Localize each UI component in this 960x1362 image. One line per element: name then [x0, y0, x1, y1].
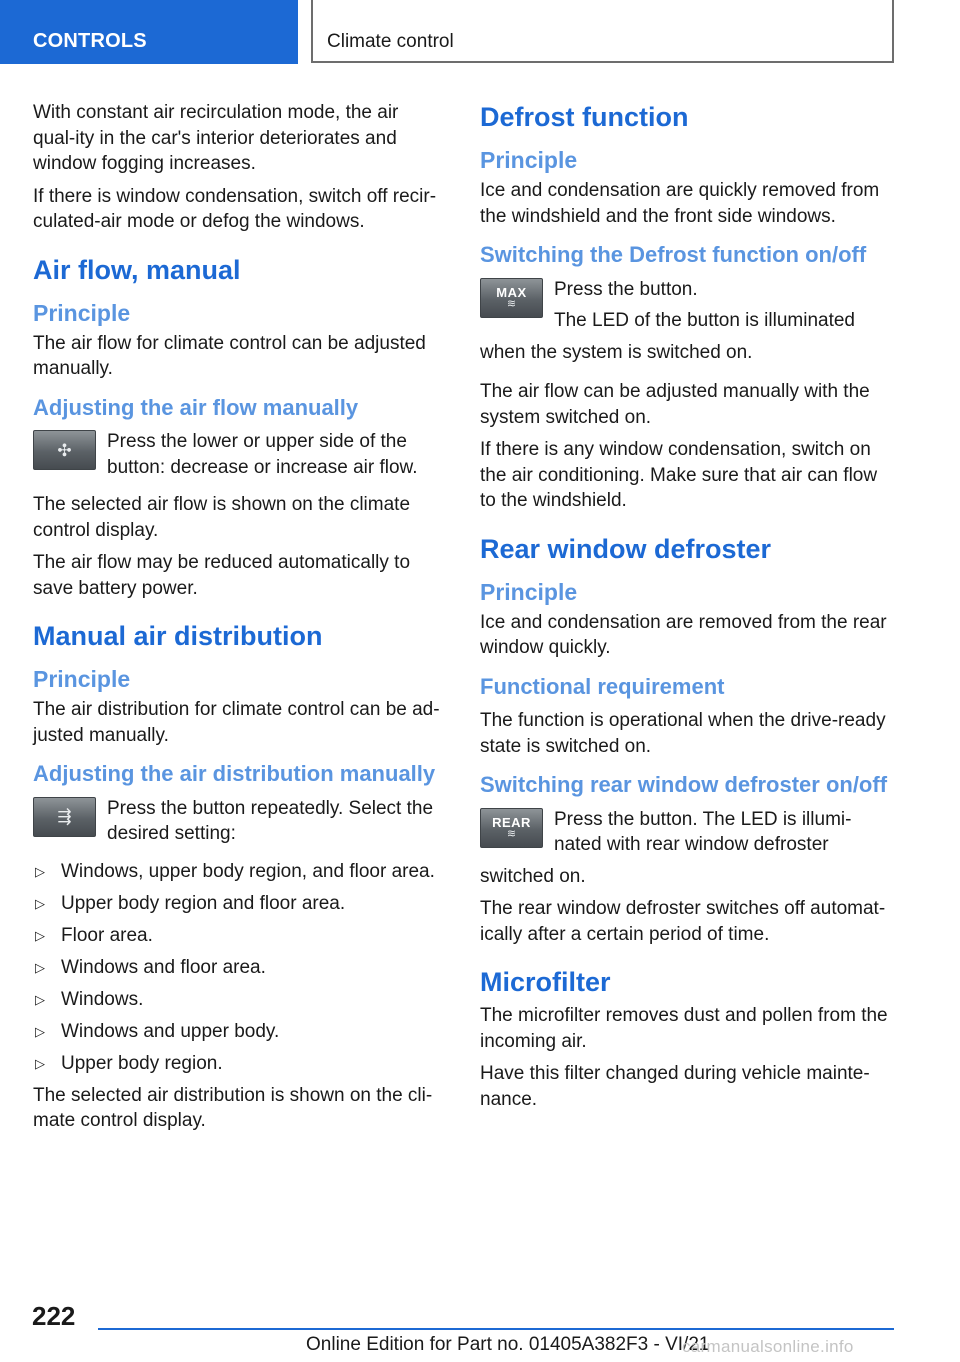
- triangle-bullet-icon: ▷: [35, 991, 45, 1007]
- list-item: ▷ Windows, upper body region, and floor area.: [33, 859, 445, 885]
- rear-button-row: [480, 807, 898, 864]
- heading-adjusting-air-flow: Adjusting the air flow manually: [33, 394, 359, 420]
- airflow-principle-text: The air flow for climate control can be adjusted manually.: [33, 332, 426, 379]
- rear-button-text: Press the button. The LED is illumi-nated with rear window defroster: [554, 808, 852, 855]
- airflow-after-1: The selected air flow is shown on the climate control display.: [33, 494, 411, 541]
- watermark-text: carmanualsonline.info: [682, 1337, 854, 1356]
- defrost-button-wrap: when the system is switched on.: [480, 341, 753, 363]
- rear-after: The rear window defroster switches off automat-ically after a certain period of time.: [480, 898, 886, 945]
- intro-paragraph-2: If there is window condensation, switch off recir-culated-air mode or defog the windows.: [33, 185, 437, 232]
- heading-functional-requirement: Functional requirement: [480, 673, 725, 699]
- section-title: CONTROLS: [33, 30, 147, 52]
- right-column: [480, 100, 898, 1119]
- defrost-button-line-2: The LED of the button is illuminated: [554, 310, 856, 331]
- distribution-button-text: Press the button repeatedly. Select the desired setting:: [107, 797, 434, 844]
- max-defrost-button-icon: [480, 278, 543, 318]
- heading-manual-air-distribution: Manual air distribution: [33, 621, 323, 651]
- left-column: [33, 100, 445, 1141]
- heading-switching-rear-defroster: Switching rear window defroster on/off: [480, 772, 888, 797]
- heading-microfilter: Microfilter: [480, 967, 611, 997]
- rear-button-description: [554, 807, 898, 864]
- heading-airflow-principle: Principle: [33, 299, 131, 326]
- distribution-options-list: [33, 859, 445, 1077]
- chapter-title: Climate control: [327, 31, 454, 52]
- page-number: 222: [32, 1301, 76, 1331]
- microfilter-text-1: The microfilter removes dust and pollen from the incoming air.: [480, 1005, 888, 1052]
- list-item: ▷ Upper body region and floor area.: [33, 891, 445, 917]
- distribution-button-description: [107, 796, 445, 853]
- list-item: ▷ Upper body region.: [33, 1051, 445, 1077]
- footer-edition-text: Online Edition for Part no. 01405A382F3 - VI/21: [306, 1334, 710, 1355]
- header-section-tab: [0, 0, 298, 64]
- intro-paragraph-1: With constant air recirculation mode, the air qual-ity in the car's interior deteriorates and window fogging increases.: [33, 102, 399, 174]
- defrost-principle-text: Ice and condensation are quickly removed from the windshield and the front side windows.: [480, 180, 880, 227]
- rear-defrost-button-icon: [480, 808, 543, 848]
- defrost-button-row: [480, 277, 898, 340]
- distribution-principle-text: The air distribution for climate control can be ad-justed manually.: [33, 699, 440, 746]
- header-chapter-box: [311, 0, 894, 63]
- triangle-bullet-icon: ▷: [35, 863, 45, 879]
- defrost-button-line-1: Press the button.: [554, 278, 698, 300]
- heading-distribution-principle: Principle: [33, 666, 131, 692]
- defrost-after-1: The air flow can be adjusted manually with the system switched on.: [480, 381, 870, 428]
- triangle-bullet-icon: ▷: [35, 927, 45, 943]
- heading-switching-defrost: Switching the Defrost function on/off: [480, 242, 867, 267]
- rear-button-wrap: switched on.: [480, 865, 586, 887]
- airflow-button-text: Press the lower or upper side of the button: decrease or increase air flow.: [107, 431, 418, 478]
- airflow-button-row: [33, 429, 445, 486]
- heading-air-flow-manual: Air flow, manual: [33, 254, 241, 285]
- heading-rear-principle: Principle: [480, 578, 578, 605]
- footer-divider: [98, 1328, 894, 1330]
- defrost-after-2: If there is any window condensation, switch on the air conditioning. Make sure that air can flow to the windshield.: [480, 439, 878, 511]
- list-item: ▷ Windows and floor area.: [33, 955, 445, 981]
- airflow-button-description: [107, 429, 445, 486]
- windshield-heat-icon: ≋: [506, 297, 517, 310]
- air-distribution-icon: ⇶: [57, 807, 72, 826]
- fan-icon: ✣: [57, 440, 72, 460]
- air-distribution-button-icon: [33, 797, 96, 837]
- heading-defrost-principle: Principle: [480, 147, 578, 173]
- triangle-bullet-icon: ▷: [35, 1055, 45, 1071]
- list-item: ▷ Floor area.: [33, 923, 445, 949]
- triangle-bullet-icon: ▷: [35, 1023, 45, 1039]
- distribution-button-row: [33, 796, 445, 853]
- defrost-button-description: [554, 277, 855, 340]
- microfilter-text-2: Have this filter changed during vehicle mainte-nance.: [480, 1063, 870, 1110]
- rear-window-heat-icon: ≋: [506, 827, 517, 840]
- triangle-bullet-icon: ▷: [35, 895, 45, 911]
- airflow-after-2: The air flow may be reduced automatically to save battery power.: [33, 552, 411, 599]
- functional-requirement-text: The function is operational when the drive-ready state is switched on.: [480, 710, 886, 757]
- max-button-label: MAX: [496, 284, 527, 300]
- rear-principle-text: Ice and condensation are removed from the rear window quickly.: [480, 611, 887, 658]
- heading-defrost-function: Defrost function: [480, 102, 689, 132]
- fan-button-icon: [33, 430, 96, 470]
- triangle-bullet-icon: ▷: [35, 959, 45, 975]
- list-item: ▷ Windows.: [33, 987, 445, 1013]
- heading-adjusting-air-distribution: Adjusting the air distribution manually: [33, 761, 436, 786]
- rear-button-label: REAR: [492, 814, 531, 830]
- list-item: ▷ Windows and upper body.: [33, 1019, 445, 1045]
- heading-rear-window-defroster: Rear window defroster: [480, 533, 772, 564]
- distribution-after: The selected air distribution is shown on the cli-mate control display.: [33, 1084, 433, 1131]
